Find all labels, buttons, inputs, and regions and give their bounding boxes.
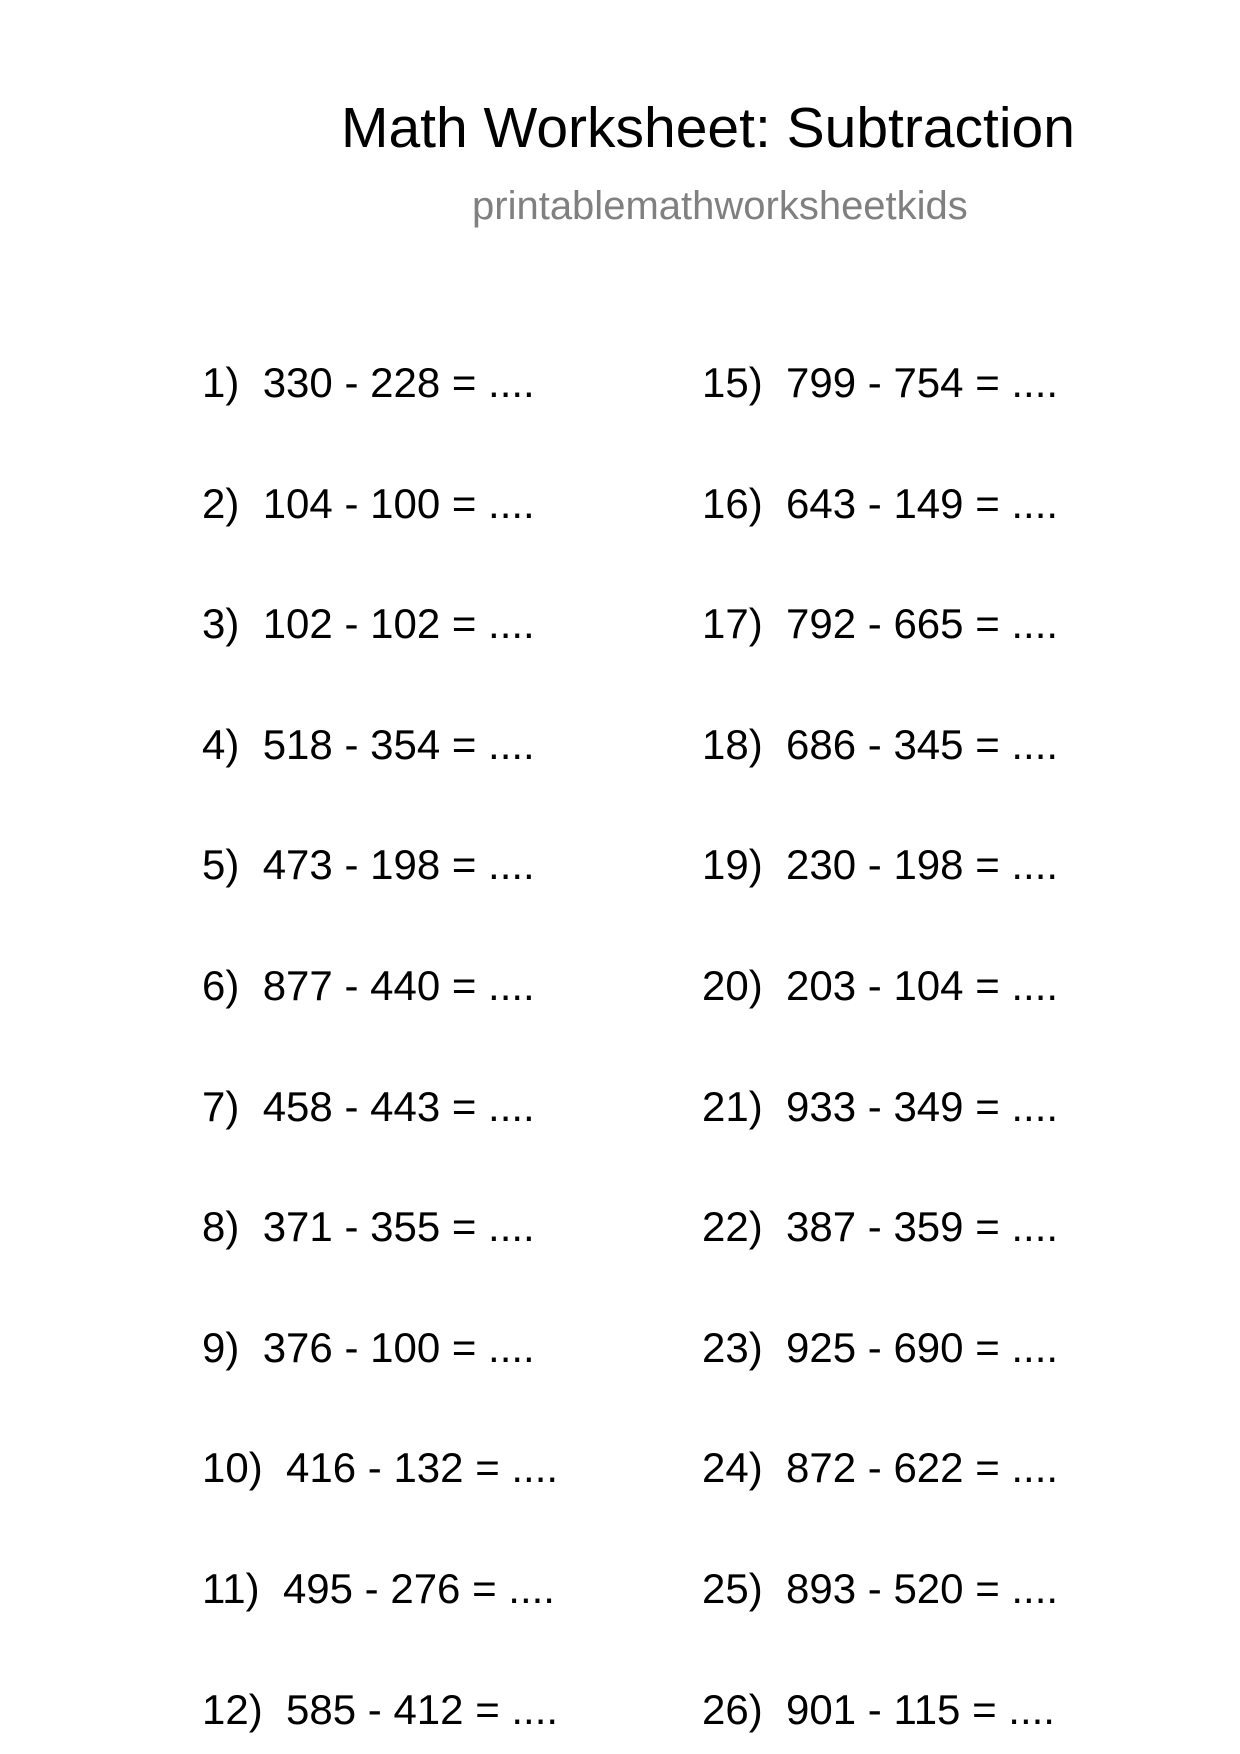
problem-item	[202, 1565, 555, 1612]
problem-number: 12)	[202, 1685, 263, 1733]
problem-expression: 102 - 102 = ....	[262, 600, 535, 648]
problem-item	[702, 1565, 1059, 1612]
worksheet-title: Math Worksheet: Subtraction	[341, 96, 1075, 160]
problem-item	[702, 479, 1059, 527]
problem-expression: 387 - 359 = ....	[786, 1203, 1059, 1251]
problem-item	[202, 720, 535, 768]
problem-expression: 686 - 345 = ....	[786, 720, 1059, 768]
problem-item	[702, 1444, 1059, 1492]
problem-number: 19)	[702, 841, 763, 889]
problem-item	[702, 1203, 1059, 1251]
problem-number: 7)	[202, 1082, 240, 1130]
problem-number: 5)	[202, 841, 240, 889]
problem-number: 21)	[702, 1082, 763, 1130]
problem-expression: 376 - 100 = ....	[262, 1323, 535, 1371]
problem-number: 6)	[202, 962, 240, 1009]
problem-item	[702, 1323, 1059, 1371]
problem-number: 11)	[202, 1565, 260, 1612]
problem-item	[202, 359, 535, 406]
problem-item	[202, 1444, 559, 1492]
problem-number: 23)	[702, 1323, 763, 1371]
problem-expression: 416 - 132 = ....	[286, 1444, 559, 1492]
problem-expression: 799 - 754 = ....	[786, 359, 1059, 406]
problem-item	[202, 1323, 535, 1371]
problem-item	[702, 600, 1059, 648]
problem-expression: 893 - 520 = ....	[786, 1565, 1059, 1612]
problem-expression: 933 - 349 = ....	[786, 1082, 1059, 1130]
problem-expression: 203 - 104 = ....	[786, 962, 1059, 1009]
problem-number: 4)	[202, 720, 240, 768]
problem-number: 9)	[202, 1323, 240, 1371]
problem-item	[202, 479, 535, 527]
problem-item	[702, 1082, 1059, 1130]
problem-expression: 925 - 690 = ....	[786, 1323, 1059, 1371]
problem-expression: 473 - 198 = ....	[262, 841, 535, 889]
problem-number: 24)	[702, 1444, 763, 1492]
problem-number: 10)	[202, 1444, 263, 1492]
problem-item	[702, 841, 1059, 889]
problem-number: 3)	[202, 600, 240, 648]
problem-number: 26)	[702, 1685, 763, 1733]
problem-item	[702, 962, 1059, 1009]
problem-expression: 495 - 276 = ....	[282, 1565, 555, 1612]
problem-expression: 872 - 622 = ....	[786, 1444, 1059, 1492]
problem-number: 20)	[702, 962, 763, 1009]
problem-expression: 901 - 115 = ....	[786, 1685, 1055, 1733]
worksheet-subtitle: printablemathworksheetkids	[472, 184, 968, 228]
problem-item	[202, 962, 535, 1009]
problem-expression: 371 - 355 = ....	[262, 1203, 535, 1251]
problem-number: 2)	[202, 479, 240, 527]
problem-item	[702, 720, 1059, 768]
problem-expression: 330 - 228 = ....	[262, 359, 535, 406]
problem-number: 22)	[702, 1203, 763, 1251]
problem-expression: 792 - 665 = ....	[786, 600, 1059, 648]
problem-expression: 877 - 440 = ....	[262, 962, 535, 1009]
problem-expression: 643 - 149 = ....	[786, 479, 1059, 527]
problem-expression: 104 - 100 = ....	[262, 479, 535, 527]
problem-number: 8)	[202, 1203, 240, 1251]
problem-item	[202, 841, 535, 889]
problem-number: 16)	[702, 479, 763, 527]
problem-expression: 518 - 354 = ....	[262, 720, 535, 768]
problem-item	[202, 1203, 535, 1251]
problem-expression: 585 - 412 = ....	[286, 1685, 559, 1733]
problem-number: 17)	[702, 600, 763, 648]
problem-item	[202, 1685, 559, 1733]
problem-number: 25)	[702, 1565, 763, 1612]
problem-number: 18)	[702, 720, 763, 768]
problem-item	[202, 600, 535, 648]
problem-expression: 458 - 443 = ....	[262, 1082, 535, 1130]
problem-item	[702, 1685, 1055, 1733]
problem-item	[702, 359, 1059, 406]
problem-number: 15)	[702, 359, 763, 406]
problem-number: 1)	[202, 359, 240, 406]
problem-expression: 230 - 198 = ....	[786, 841, 1059, 889]
problem-item	[202, 1082, 535, 1130]
